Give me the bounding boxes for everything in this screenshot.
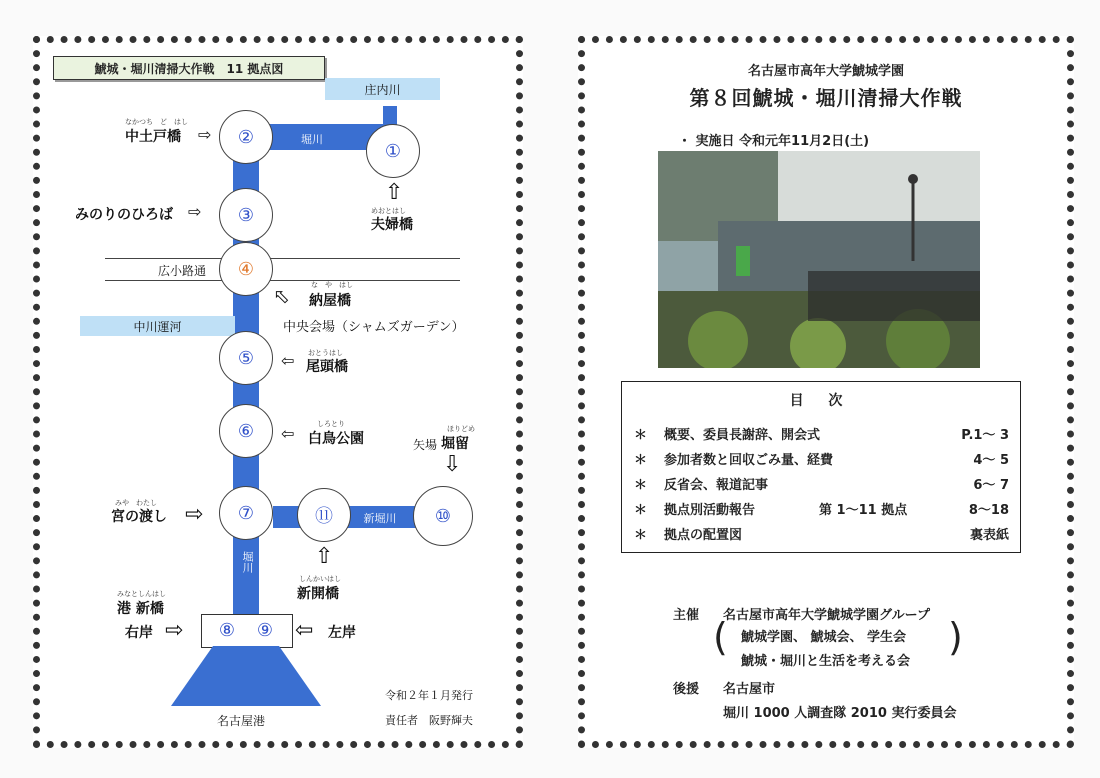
- port-label: 名古屋港: [217, 714, 266, 728]
- organization-name: 名古屋市高年大学鯱城学園: [747, 64, 904, 79]
- map-title: 鯱城・堀川清掃大作戦 11 拠点図: [53, 56, 325, 80]
- n6-arrow-icon: ⇦: [281, 424, 295, 443]
- toc-page: P.1～ 3: [961, 428, 1009, 443]
- n10-prefix: 矢場: [413, 438, 438, 452]
- n10-arrow-icon: ⇩: [443, 452, 462, 477]
- n2-label: 中土戸橋: [125, 129, 181, 145]
- n2-ruby: なかつち ど はし: [125, 118, 188, 126]
- cover-title: 第８回鯱城・堀川清掃大作戦: [689, 86, 963, 110]
- toc-page: 4～ 5: [973, 453, 1009, 468]
- hirokoji-road-bottom: [105, 280, 460, 281]
- shinhorikawa-label: 新堀川: [363, 512, 397, 525]
- n1-label: 夫婦橋: [371, 217, 413, 233]
- nakagawa-label: 中川運河: [80, 316, 235, 336]
- n5-label: 尾頭橋: [306, 359, 348, 375]
- port-bridge-ruby: みなとしんはし: [117, 590, 166, 598]
- toc-item: [634, 424, 1009, 446]
- n4a-ruby: な や はし: [311, 281, 353, 289]
- n5-ruby: おとうはし: [308, 349, 343, 357]
- node-2: ②: [219, 110, 273, 164]
- n6-label: 白鳥公園: [308, 431, 364, 447]
- toc-title: 参加者数と回収ごみ量、経費: [664, 453, 834, 468]
- right-bank-arrow-icon: ⇨: [165, 618, 184, 643]
- n4-arrow-icon: ⬁: [273, 284, 290, 308]
- node-6: ⑥: [219, 404, 273, 458]
- shonai-label: 庄内川: [325, 78, 440, 100]
- host-sub1: 鯱城学園、 鯱城会、 学生会: [741, 630, 907, 645]
- left-bank-arrow-icon: ⇦: [295, 618, 314, 643]
- toc-title: 概要、委員長謝辞、開会式: [664, 428, 821, 443]
- map-panel: [33, 36, 523, 748]
- n2-arrow-icon: ⇨: [198, 125, 212, 144]
- n11-label: 新開橋: [297, 586, 339, 602]
- n1-arrow-icon: ⇧: [385, 180, 404, 205]
- toc-page: 8～18: [968, 503, 1009, 518]
- n11-ruby: しんかいはし: [299, 575, 341, 583]
- event-photo: [658, 151, 980, 368]
- left-bank-label: 左岸: [328, 625, 356, 641]
- toc-bullet-icon: ＊: [634, 528, 648, 543]
- horikawa-upper-label: 堀川: [301, 133, 323, 146]
- n5-arrow-icon: ⇦: [281, 351, 295, 370]
- node-11: ⑪: [297, 488, 351, 542]
- node-9: ⑨: [256, 619, 274, 641]
- toc-page: 裏表紙: [969, 528, 1009, 543]
- n6-ruby: しろとり: [317, 420, 345, 428]
- toc-item: [634, 499, 1009, 521]
- toc-item: [634, 524, 1009, 546]
- n4a-label: 納屋橋: [309, 293, 351, 309]
- node-4: ④: [219, 242, 273, 296]
- n10-ruby: ほりどめ: [447, 425, 475, 433]
- left-paren: (: [713, 615, 728, 659]
- hirokoji-road-top: [105, 258, 460, 259]
- toc-bullet-icon: ＊: [634, 453, 648, 468]
- toc-item: [634, 474, 1009, 496]
- n7-label: 宮の渡し: [111, 509, 167, 525]
- n3-label: みのりのひろば: [75, 207, 173, 223]
- toc-bullet-icon: ＊: [634, 428, 648, 443]
- cover-panel: [578, 36, 1074, 748]
- hirokoji-road-label: 広小路通: [158, 264, 207, 278]
- toc-heading: 目 次: [789, 393, 853, 409]
- node-8: ⑧: [218, 619, 236, 641]
- issue-date: 令和２年１月発行: [385, 689, 473, 702]
- support-2: 堀川 1000 人調査隊 2010 実行委員会: [723, 706, 957, 721]
- node-7: ⑦: [219, 486, 273, 540]
- table-of-contents: [621, 381, 1021, 553]
- node-10: ⑩: [413, 486, 473, 546]
- port-bridge-label: 港 新橋: [117, 601, 164, 617]
- toc-title: 拠点別活動報告: [664, 503, 756, 518]
- node-5: ⑤: [219, 331, 273, 385]
- toc-bullet-icon: ＊: [634, 503, 648, 518]
- responsible: 責任者 阪野輝夫: [385, 714, 473, 727]
- event-photo-image: [658, 151, 980, 368]
- n4b-label: 中央会場（シャムズガーデン）: [283, 320, 465, 335]
- support-label: 後援: [673, 682, 700, 697]
- horikawa-vertical-label: 堀川: [241, 551, 254, 573]
- toc-title: 拠点の配置図: [664, 528, 743, 543]
- right-paren: ): [948, 615, 963, 659]
- n10-label: 堀留: [441, 436, 469, 452]
- event-date: ・ 実施日 令和元年11月2日(土): [678, 134, 870, 149]
- right-bank-label: 右岸: [125, 625, 153, 641]
- toc-mid: 第 1～11 拠点: [819, 503, 908, 518]
- host-name: 名古屋市高年大学鯱城学園グループ: [723, 608, 930, 623]
- support-1: 名古屋市: [723, 682, 776, 697]
- n11-arrow-icon: ⇧: [315, 544, 334, 569]
- n7-ruby: みや わたし: [115, 499, 157, 507]
- n1-ruby: めおとはし: [371, 207, 406, 215]
- n7-arrow-icon: ⇨: [185, 502, 204, 527]
- toc-title: 反省会、報道記事: [664, 478, 769, 493]
- host-sub2: 鯱城・堀川と生活を考える会: [741, 654, 911, 669]
- toc-bullet-icon: ＊: [634, 478, 648, 493]
- toc-item: [634, 449, 1009, 471]
- nagoya-port-shape: [171, 646, 321, 708]
- node-1: ①: [366, 124, 420, 178]
- toc-page: 6～ 7: [973, 478, 1009, 493]
- host-label: 主催: [673, 608, 700, 623]
- node-3: ③: [219, 188, 273, 242]
- n3-arrow-icon: ⇨: [188, 202, 202, 221]
